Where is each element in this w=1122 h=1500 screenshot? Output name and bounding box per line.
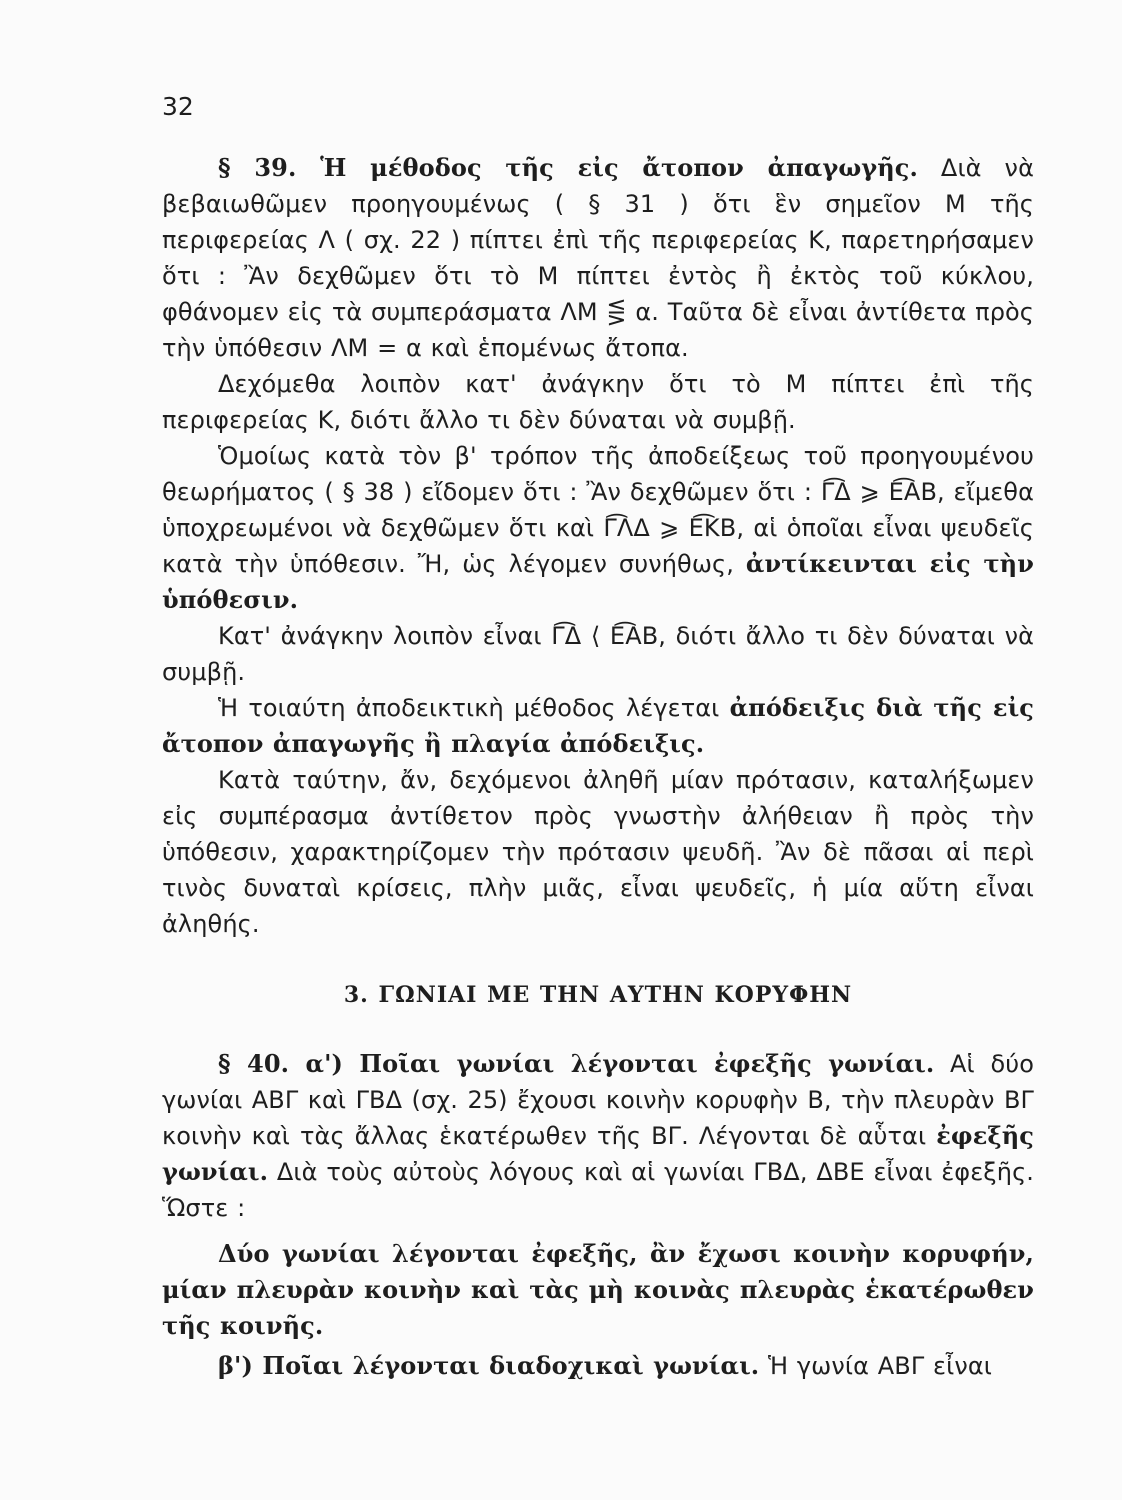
section-39-paragraph-5-text: Ἡ τοιαύτη ἀποδεικτικὴ μέθοδος λέγεται [218,694,720,722]
section-40-paragraph-1-bold: ἐφεξῆς γωνίαι. [162,1121,1034,1186]
section-40-b-title: β') Ποῖαι λέγονται διαδοχικαὶ γωνίαι. [218,1351,760,1380]
section-39-paragraph-3-text: Ὁμοίως κατὰ τὸν β' τρόπον τῆς ἀποδείξεως τοῦ προηγουμένου θεωρήματος ( § 38 ) εἴδομεν ὅτι : Ἂν δεχθῶμεν ὅτι : Γ͡Δ ⩾ Ε͡ΑΒ, εἴμεθα ὑποχρεωμένοι νὰ δεχθῶμεν ὅτι καὶ Γ͡ΛΔ ⩾ Ε͡ΚΒ, αἱ ὁποῖαι εἶναι ψευδεῖς κατὰ τὴν ὑπόθεσιν. Ἤ, ὡς λέγομεν συνήθως, [162,442,1034,578]
section-39-paragraph-3 [162,438,1034,618]
section-39-paragraph-4: Κατ' ἀνάγκην λοιπὸν εἶναι Γ͡Δ ⟨ Ε͡ΑΒ, διότι ἄλλο τι δὲν δύναται νὰ συμβῇ. [162,622,1034,686]
section-39-paragraph-6: Κατὰ ταύτην, ἄν, δεχόμενοι ἀληθῆ μίαν πρότασιν, καταλήξωμεν εἰς συμπέρασμα ἀντίθετον πρὸς γνωστὴν ἀλήθειαν ἢ πρὸς τὴν ὑπόθεσιν, χαρακτηρίζομεν τὴν πρότασιν ψευδῆ. Ἂν δὲ πᾶσαι αἱ περὶ τινὸς δυναταὶ κρίσεις, πλὴν μιᾶς, εἶναι ψευδεῖς, ἡ μία αὕτη εἶναι ἀληθής. [162,766,1034,938]
section-40-b-text: Ἡ γωνία ΑΒΓ εἶναι [768,1352,992,1380]
section-39-paragraph-5-bold: ἀπόδειξις διὰ τῆς εἰς ἄτοπον ἀπαγωγῆς ἢ πλαγία ἀπόδειξις. [162,693,1034,758]
section-40-title: § 40. α') Ποῖαι γωνίαι λέγονται ἐφεξῆς γωνίαι. [218,1049,935,1078]
section-39-intro [162,150,1034,366]
page-number: 32 [162,92,194,121]
section-40-paragraph-1-end: Διὰ τοὺς αὐτοὺς λόγους καὶ αἱ γωνίαι ΓΒΔ, ΔΒΕ εἶναι ἐφεξῆς. Ὥστε : [162,1158,1034,1222]
section-40-b [162,1348,1034,1384]
section-39-title: § 39. Ἡ μέθοδος τῆς εἰς ἄτοπον ἀπαγωγῆς. [218,153,918,182]
section-39-paragraph-5 [162,690,1034,762]
section-39-paragraph-2: Δεχόμεθα λοιπὸν κατ' ἀνάγκην ὅτι τὸ Μ πίπτει ἐπὶ τῆς περιφερείας Κ, διότι ἄλλο τι δὲν δύναται νὰ συμβῇ. [162,370,1034,434]
section-40-paragraph-1: Αἱ δύο γωνίαι ΑΒΓ καὶ ΓΒΔ (σχ. 25) ἔχουσι κοινὴν κορυφὴν Β, τὴν πλευρὰν ΒΓ κοινὴν καὶ τὰς ἄλλας ἑκατέρωθεν τῆς ΒΓ. Λέγονται δὲ αὗται [162,1050,1035,1150]
section-40-intro [162,1046,1034,1226]
chapter-heading: 3. ΓΩΝΙΑΙ ΜΕ ΤΗΝ ΑΥΤΗΝ ΚΟΡΥΦΗΝ [343,982,853,1008]
section-39-paragraph-3-bold: ἀντίκεινται εἰς τὴν ὑπόθεσιν. [162,549,1034,614]
definition-adjacent-angles: Δύο γωνίαι λέγονται ἐφεξῆς, ἂν ἔχωσι κοινὴν κορυφήν, μίαν πλευρὰν κοινὴν καὶ τὰς μὴ κοινὰς πλευρὰς ἑκατέρωθεν τῆς κοινῆς. [162,1239,1034,1340]
page-body [162,150,1034,1384]
section-39-paragraph-1: Διὰ νὰ βεβαιωθῶμεν προηγουμένως ( § 31 ) ὅτι ἓν σημεῖον Μ τῆς περιφερείας Λ ( σχ. 22 ) πίπτει ἐπὶ τῆς περιφερείας Κ, παρετηρήσαμεν ὅτι : Ἂν δεχθῶμεν ὅτι τὸ Μ πίπτει ἐντὸς ἢ ἐκτὸς τοῦ κύκλου, φθάνομεν εἰς τὰ συμπεράσματα ΛΜ ⋚ α. Ταῦτα δὲ εἶναι ἀντίθετα πρὸς τὴν ὑπόθεσιν ΛΜ = α καὶ ἑπομένως ἄτοπα. [162,154,1034,362]
